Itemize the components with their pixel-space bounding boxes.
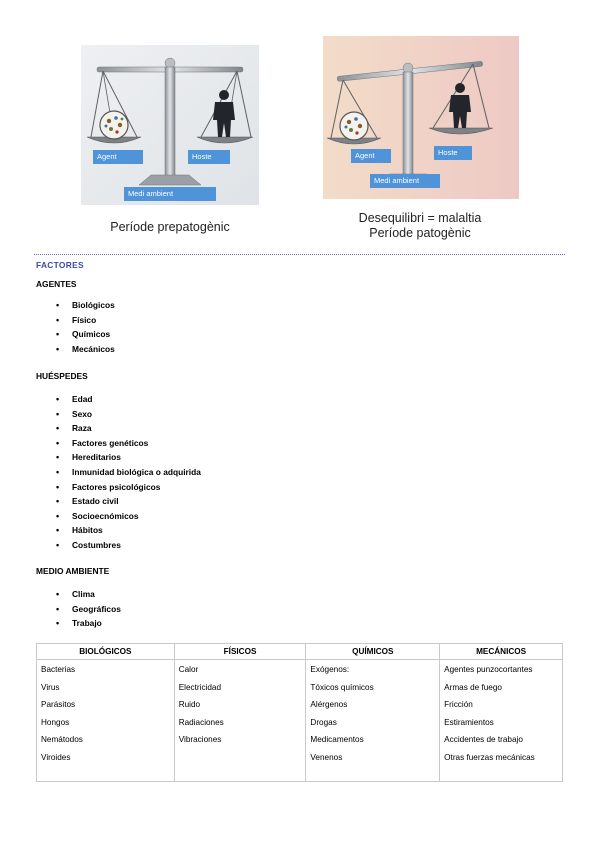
cell-item: Estiramientos <box>444 717 494 727</box>
list-item: • Hábitos <box>56 523 201 538</box>
medio-ambiente-heading: MEDIO AMBIENTE <box>36 566 110 576</box>
cell-item: Vibraciones <box>178 735 222 744</box>
environment-label: Medi ambient <box>128 189 174 198</box>
dotted-divider <box>34 254 565 255</box>
cell-item: Viroides <box>41 752 71 762</box>
host-label: Hoste <box>438 148 458 157</box>
list-item: • Mecánicos <box>56 342 115 357</box>
right-figure-caption-line2: Període patogènic <box>369 226 471 240</box>
agent-label: Agent <box>355 151 375 160</box>
huespedes-heading: HUÉSPEDES <box>36 371 88 381</box>
host-label-box <box>188 150 230 164</box>
microbe-icon <box>100 111 128 139</box>
agent-label-box <box>93 150 143 164</box>
table-header: BIOLÓGICOS <box>37 644 175 660</box>
factores-heading: FACTORES <box>36 260 84 270</box>
balanced-scale-image <box>81 45 259 205</box>
table-header: QUÍMICOS <box>306 644 440 660</box>
list-item: • Trabajo <box>56 616 121 631</box>
agentes-heading: AGENTES <box>36 279 77 289</box>
list-item: • Costumbres <box>56 538 201 553</box>
list-item: • Biológicos <box>56 298 115 313</box>
cell-item: Drogas <box>310 717 337 727</box>
list-item: • Factores genéticos <box>56 436 201 451</box>
cell-item: Accidentes de trabajo <box>444 735 523 744</box>
cell-item: Otras fuerzas mecánicas <box>444 752 535 762</box>
list-item: • Hereditarios <box>56 450 201 465</box>
table-header: MECÁNICOS <box>440 644 563 660</box>
cell-item: Agentes punzocortantes <box>444 665 533 674</box>
cell-item: Electricidad <box>178 682 222 692</box>
cell-item: Tóxicos químicos <box>310 682 374 692</box>
cell-item: Alérgenos <box>310 700 348 709</box>
agent-label-box <box>351 149 391 163</box>
huespedes-list <box>56 392 201 553</box>
cell-item: Ruido <box>178 700 201 709</box>
list-item: • Factores psicológicos <box>56 480 201 495</box>
table-header-row <box>37 644 563 660</box>
cell-item: Virus <box>41 682 60 692</box>
agent-label: Agent <box>97 152 117 161</box>
cell-item: Medicamentos <box>310 735 364 744</box>
cell-item: Exógenos: <box>310 665 350 674</box>
list-item: • Físico <box>56 313 115 328</box>
cell-item: Bacterias <box>41 665 76 674</box>
cell-item: Armas de fuego <box>444 682 502 692</box>
list-item: • Socioecnómicos <box>56 509 201 524</box>
cell-item: Venenos <box>310 752 343 762</box>
agentes-list <box>56 298 115 356</box>
table-cell-mecanicos <box>440 660 563 782</box>
list-item: • Geográficos <box>56 602 121 617</box>
cell-item: Hongos <box>41 717 70 727</box>
cell-item: Nemátodos <box>41 735 83 744</box>
list-item: • Clima <box>56 587 121 602</box>
cell-item: Calor <box>178 665 199 674</box>
list-item: • Raza <box>56 421 201 436</box>
list-item: • Sexo <box>56 407 201 422</box>
table-header: FÍSICOS <box>174 644 306 660</box>
environment-label-box <box>370 174 440 188</box>
table-cell-fisicos <box>174 660 306 782</box>
medio-ambiente-list <box>56 587 121 631</box>
cell-item: Radiaciones <box>178 717 224 727</box>
cell-item: Fricción <box>444 700 473 709</box>
table-cell-quimicos <box>306 660 440 782</box>
factors-table <box>36 643 563 782</box>
microbe-icon <box>340 112 368 140</box>
table-cell-biologicos <box>37 660 175 782</box>
left-figure-caption: Període prepatogènic <box>110 220 230 234</box>
table-row <box>37 660 563 782</box>
list-item: • Inmunidad biológica o adquirida <box>56 465 201 480</box>
list-item: • Edad <box>56 392 201 407</box>
host-label-box <box>434 146 472 160</box>
environment-label: Medi ambient <box>374 176 420 185</box>
host-label: Hoste <box>192 152 212 161</box>
list-item: • Químicos <box>56 327 115 342</box>
environment-label-box <box>124 187 216 201</box>
cell-item: Parásitos <box>41 700 76 709</box>
list-item: • Estado civil <box>56 494 201 509</box>
right-figure-caption-line1: Desequilibri = malaltia <box>358 211 482 225</box>
